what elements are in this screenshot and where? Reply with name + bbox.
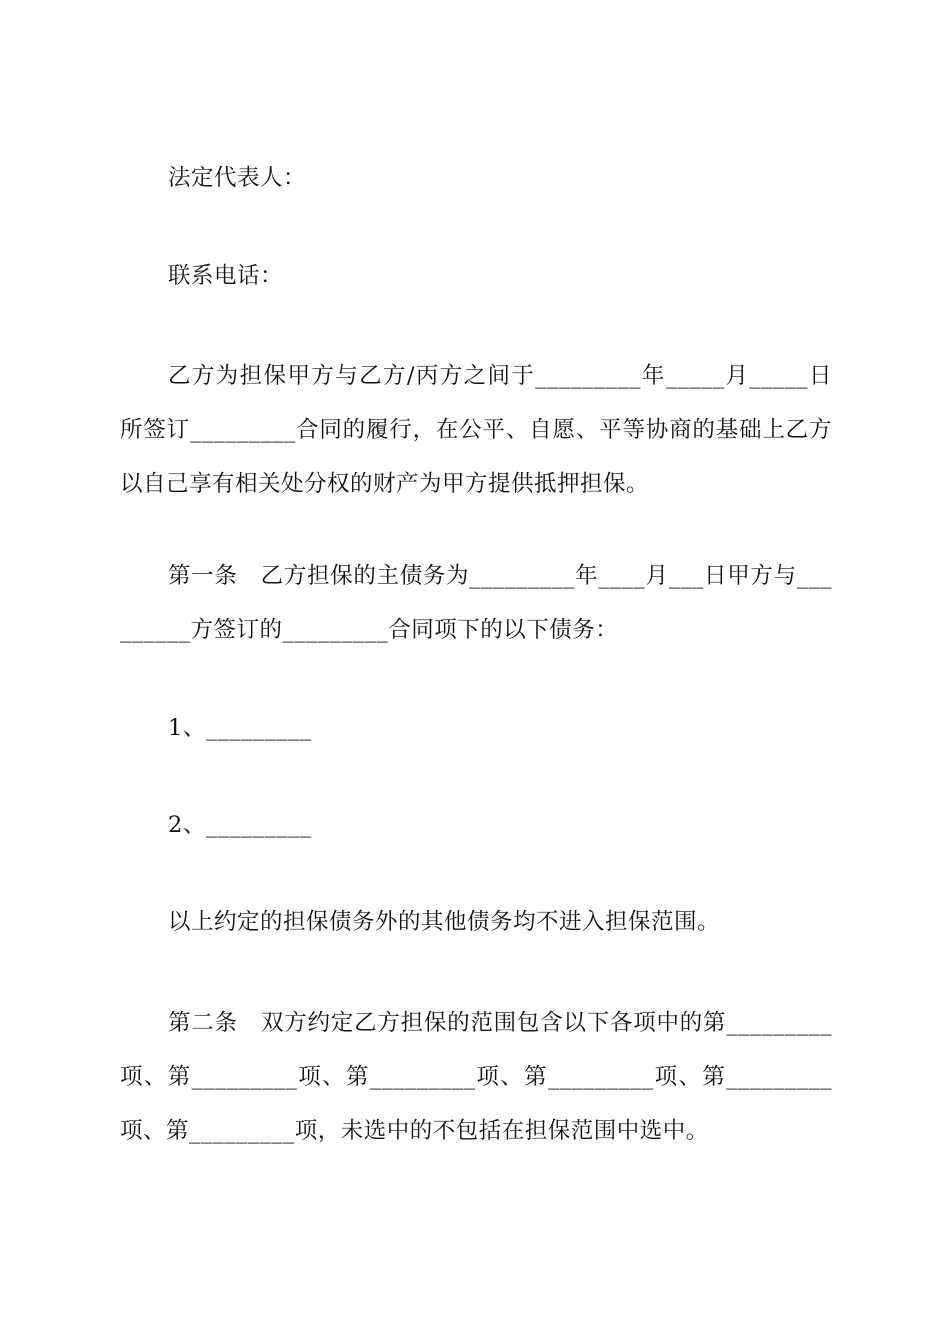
- legal-representative-line: 法定代表人：: [168, 165, 307, 191]
- scope-exclusion-paragraph: 以上约定的担保债务外的其他债务均不进入担保范围。: [168, 909, 721, 935]
- debt-item-2: 2、_________: [168, 812, 312, 838]
- guarantee-intro-paragraph: 乙方为担保甲方与乙方/丙方之间于_________年_____月_____日所签订_________合同的履行，在公平、自愿、平等协商的基础上乙方以自己享有相关处分权的财产为甲方提供抵押担保。: [120, 363, 832, 497]
- article-one-paragraph: 第一条 乙方担保的主债务为_________年____月___日甲方与_________方签订的_________合同项下的以下债务：: [120, 563, 832, 643]
- debt-item-1: 1、_________: [168, 715, 312, 741]
- contact-phone-line: 联系电话：: [168, 263, 284, 289]
- article-two-paragraph: 第二条 双方约定乙方担保的范围包含以下各项中的第_________项、第_________项、第_________项、第_________项、第_________项、第_________项，未选中的不包括在担保范围中选中。: [120, 1010, 832, 1144]
